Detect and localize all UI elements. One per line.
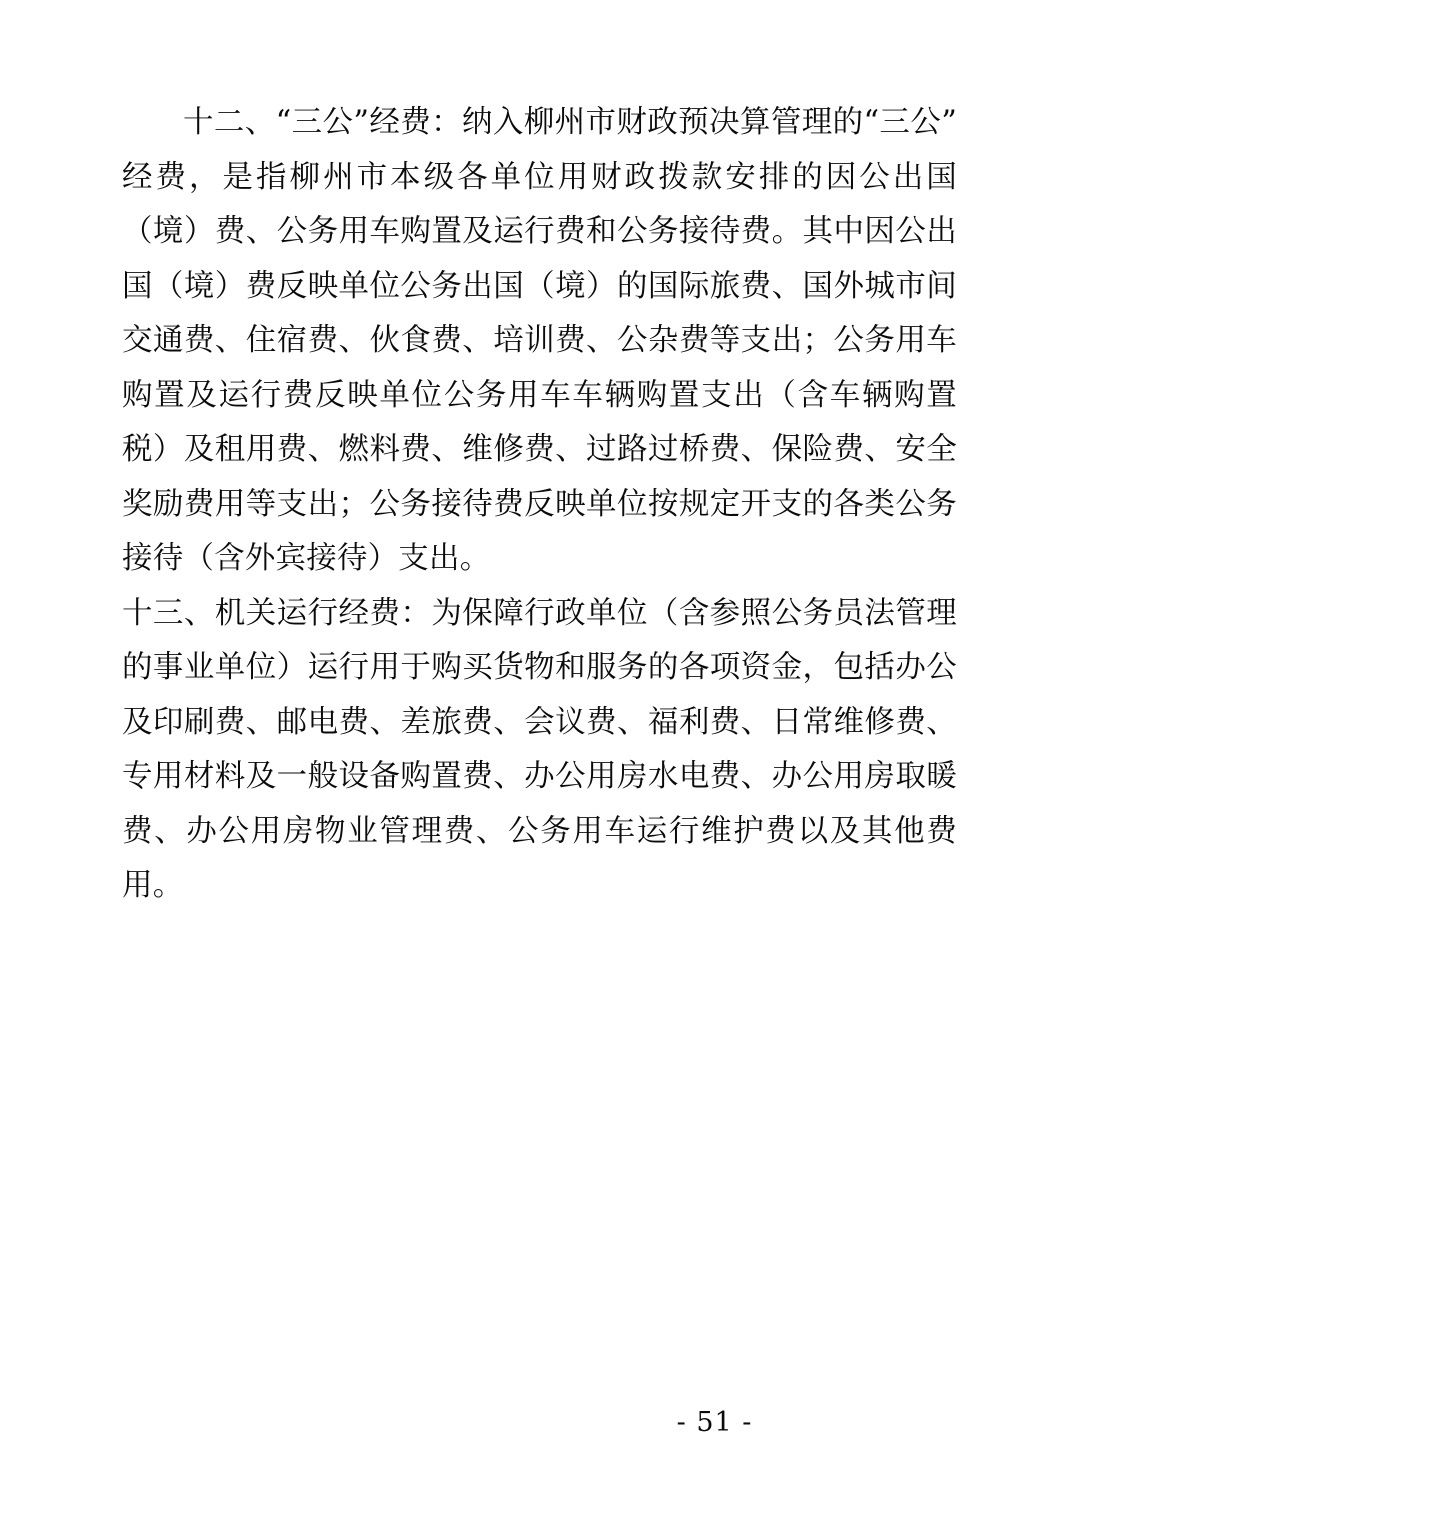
paragraph-item-13: 十三、机关运行经费：为保障行政单位（含参照公务员法管理的事业单位）运行用于购买货物和服务的各项资金，包括办公及印刷费、邮电费、差旅费、会议费、福利费、日常维修费、专用材料及一般设备购置费、办公用房水电费、办公用房取暖费、办公用房物业管理费、公务用车运行维护费以及其他费用。 xyxy=(122,595,957,903)
page-body xyxy=(122,96,957,914)
page-number: - 51 - xyxy=(676,1407,753,1438)
paragraph-item-12: 十二、“三公”经费：纳入柳州市财政预决算管理的“三公”经费，是指柳州市本级各单位用财政拨款安排的因公出国（境）费、公务用车购置及运行费和公务接待费。其中因公出国（境）费反映单位公务出国（境）的国际旅费、国外城市间交通费、住宿费、伙食费、培训费、公杂费等支出；公务用车购置及运行费反映单位公务用车车辆购置支出（含车辆购置税）及租用费、燃料费、维修费、过路过桥费、保险费、安全奖励费用等支出；公务接待费反映单位按规定开支的各类公务接待（含外宾接待）支出。 xyxy=(122,105,957,576)
